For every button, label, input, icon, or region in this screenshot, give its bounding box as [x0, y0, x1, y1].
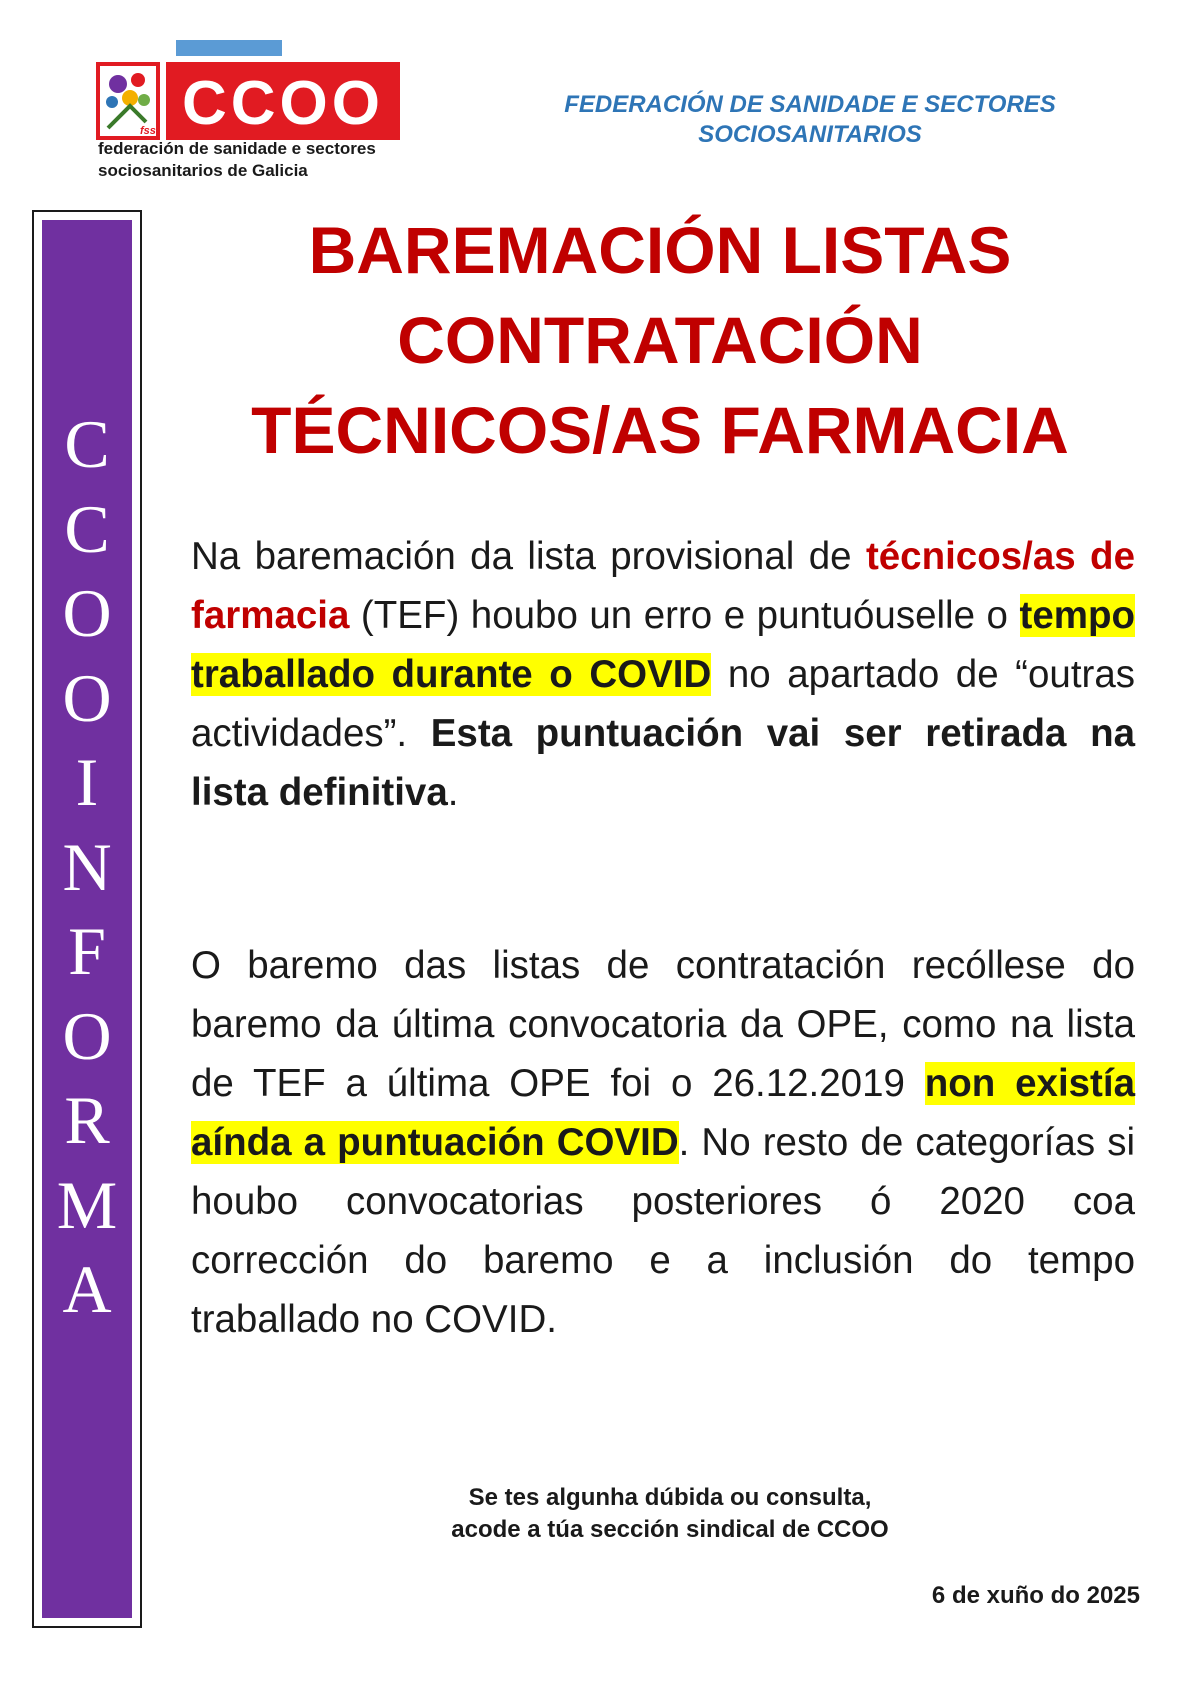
logo-caption-line1: federación de sanidade e sectores — [98, 139, 376, 158]
ccoo-logo — [96, 38, 416, 188]
federation-line2: SOCIOSANITARIOS — [698, 121, 922, 148]
page-title — [180, 205, 1140, 475]
logo-letters — [166, 62, 400, 140]
band-letter: O — [62, 997, 112, 1074]
band-letter: R — [64, 1082, 110, 1158]
p2-text-1: O baremo das listas de contratación recóllese do baremo da última convocatoria da OPE, como na lista de TEF a última OPE foi o 26.12.2019 — [191, 944, 1135, 1105]
p1-red-emphasis: técnicos/as de farmacia — [191, 535, 1135, 637]
title-line1: BAREMACIÓN LISTAS — [308, 213, 1012, 287]
band-letter: A — [62, 1251, 112, 1327]
band-letter: C — [64, 406, 110, 482]
p1-text-3: no apartado de “outras actividades”. — [191, 653, 1135, 755]
contact-line1: Se tes algunha dúbida ou consulta, — [468, 1484, 872, 1511]
title-line2: CONTRATACIÓN — [397, 303, 923, 377]
band-letter: N — [62, 828, 112, 905]
paragraph-explanation — [191, 936, 1135, 1349]
p1-bold-statement: Esta puntuación vai ser retirada na lista definitiva — [191, 712, 1135, 814]
svg-text:CCOO: CCOO — [182, 69, 384, 138]
contact-note — [380, 1482, 960, 1546]
band-letter: O — [62, 575, 112, 651]
band-letter: C — [64, 490, 110, 567]
p1-text-2: (TEF) houbo un erro e puntuóuselle o — [349, 594, 1020, 637]
contact-line2: acode a túa sección sindical de CCOO — [451, 1516, 889, 1543]
p2-text-2: . No resto de categorías si houbo convocatorias posteriores ó 2020 coa corrección do baremo e a inclusión do tempo traballado no COVID. — [191, 1121, 1135, 1341]
document-date: 6 de xuño do 2025 — [931, 1582, 1140, 1609]
logo-caption-line2: sociosanitarios de Galicia — [98, 161, 308, 180]
band-letter: F — [68, 913, 106, 989]
p1-highlight: tempo traballado durante o COVID — [191, 594, 1135, 696]
p1-text-4: . — [447, 771, 459, 814]
band-letter: O — [62, 659, 112, 736]
band-letter: I — [75, 744, 99, 820]
title-line3: TÉCNICOS/AS FARMACIA — [251, 393, 1069, 467]
ccoo-informa-letters — [42, 402, 132, 1332]
paragraph-error-notice — [191, 527, 1135, 822]
federation-name — [520, 90, 1100, 150]
logo-blue-bar — [176, 40, 282, 56]
band-letter: M — [56, 1166, 118, 1243]
federation-line1: FEDERACIÓN DE SANIDADE E SECTORES — [564, 91, 1056, 118]
svg-text:fss: fss — [140, 125, 156, 137]
p2-highlight: non existía aínda a puntuación COVID — [191, 1062, 1135, 1164]
logo-caption — [98, 138, 376, 182]
logo-red-box — [166, 62, 400, 140]
p1-text-1: Na baremación da lista provisional de — [191, 535, 866, 578]
flower-emblem-icon — [96, 62, 160, 140]
ccoo-informa-band — [42, 220, 132, 1618]
